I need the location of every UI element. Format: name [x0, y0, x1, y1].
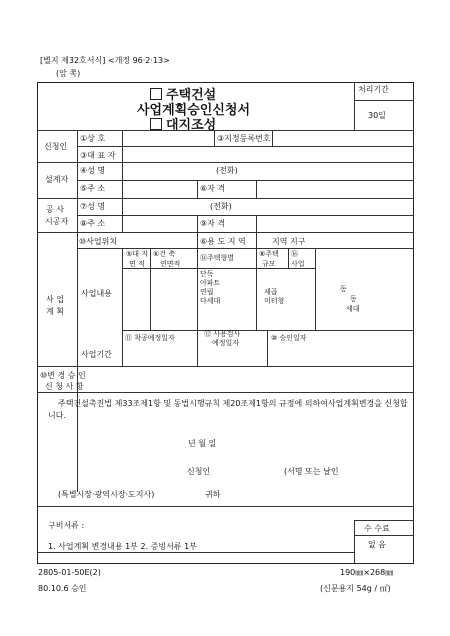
form-number: [별지 제32호서식] <개정 96·2·13> [40, 56, 170, 65]
zone-value: 지역 지구 [272, 237, 306, 246]
unit-dong-2: 동 [350, 295, 357, 303]
title-housing: 주택건설 [150, 84, 216, 103]
applicant-name-label: ①상 호 [80, 134, 106, 143]
project-section-2: 계 획 [46, 307, 64, 316]
approval-date: 80.10.6 승인 [38, 584, 87, 593]
designer-name-label: ④성 명 [80, 166, 106, 175]
docs-items: 1. 사업계획 변경내용 1부 2. 증빙서류 1부 [48, 542, 197, 551]
zone-label: ⑥용 도 지 역 [200, 237, 246, 246]
unit-dong-1: 동 [340, 285, 347, 293]
change-label-2: 신 청 사 항 [45, 382, 84, 391]
designer-phone: (전화) [216, 166, 238, 175]
title-site: 대지조성 [150, 114, 216, 133]
declaration-text: 주택건설촉진법 제33조제1항 및 동법시행규칙 제20조제1항의 규정에 의하여사업계획변경을 신청합니다. [48, 399, 408, 420]
addressee: (특별시장·광역시장·도지사) [58, 490, 155, 499]
content-label: 사업내용 [81, 289, 112, 298]
designer-section: 설계자 [45, 175, 69, 184]
constructor-phone: (전화) [210, 202, 232, 211]
bldg-area-label-2: 연면적 [160, 260, 181, 268]
sign-note: (서명 또는 날인 [284, 467, 339, 476]
honorific: 귀하 [205, 490, 221, 499]
applicant-rep-label: ③대 표 자 [80, 151, 116, 160]
constructor-cert-label: ⑨자 격 [200, 219, 226, 228]
unit-household: 세대 [346, 305, 360, 313]
title-main: 사업계획승인신청서 [137, 103, 251, 118]
scale-label-1: ⑧주택 [259, 250, 279, 258]
type-multiplex: 다세대 [200, 297, 221, 305]
bldg-area-label-1: ⑥건 축 [153, 250, 176, 258]
project-section-1: 사 업 [46, 295, 64, 304]
scale-label-3: ⑯ [291, 250, 298, 258]
form-code: 2805-01-50E(2) [38, 568, 101, 577]
constructor-section-2: 시공자 [45, 217, 69, 226]
processing-label: 처리기간 [358, 85, 389, 94]
type-single: 단독 [200, 270, 214, 278]
fee-label: 수 수료 [364, 524, 390, 533]
page-side: (앞 쪽) [56, 69, 81, 78]
scale-label-4: 사업 [291, 260, 305, 268]
signer-label: 신청인 [187, 467, 211, 476]
paper-size: 190㎜×268㎜ [340, 568, 394, 577]
applicant-reg-label: ③지정등록번호 [217, 134, 271, 143]
period-label: 사업기간 [81, 350, 112, 359]
fee-value: 없 음 [368, 540, 386, 549]
scale-label-2: 규모 [262, 260, 276, 268]
unit-sqm-2: 미터형 [264, 297, 285, 305]
designer-cert-label: ⑥자 격 [200, 184, 226, 193]
approve-date-label: ⑩ 승인일자 [271, 334, 307, 342]
housing-type-label: ⑭주택형별 [200, 254, 235, 262]
change-label-1: ⑩변 경 승 인 [40, 371, 86, 380]
designer-addr-label: ⑤주 소 [80, 184, 106, 193]
processing-value: 30일 [368, 111, 386, 120]
type-rowhouse: 연립 [200, 288, 214, 296]
type-apartment: 아파트 [200, 279, 221, 287]
inspect-date-label-2: 예정일자 [212, 339, 240, 347]
constructor-addr-label: ⑧주 소 [80, 219, 106, 228]
checkbox-site[interactable] [150, 118, 162, 130]
applicant-section: 신청인 [44, 142, 68, 151]
paper-type: (신문용지 54g / ㎡) [320, 584, 391, 593]
start-date-label: ⑪ 착공예정일자 [125, 334, 175, 342]
site-area-label-1: ⑤대 지 [126, 250, 149, 258]
unit-sqm-1: 제곱 [264, 288, 278, 296]
constructor-section-1: 공 사 [46, 205, 64, 214]
date-line: 년 월 일 [188, 439, 217, 448]
inspect-date-label-1: ⑫ 사용검사 [204, 330, 241, 338]
constructor-name-label: ⑦성 명 [80, 202, 106, 211]
docs-label: 구비서류 : [48, 521, 85, 530]
site-area-label-2: 면 적 [129, 260, 145, 268]
location-label: ⑩사업위치 [79, 237, 118, 246]
